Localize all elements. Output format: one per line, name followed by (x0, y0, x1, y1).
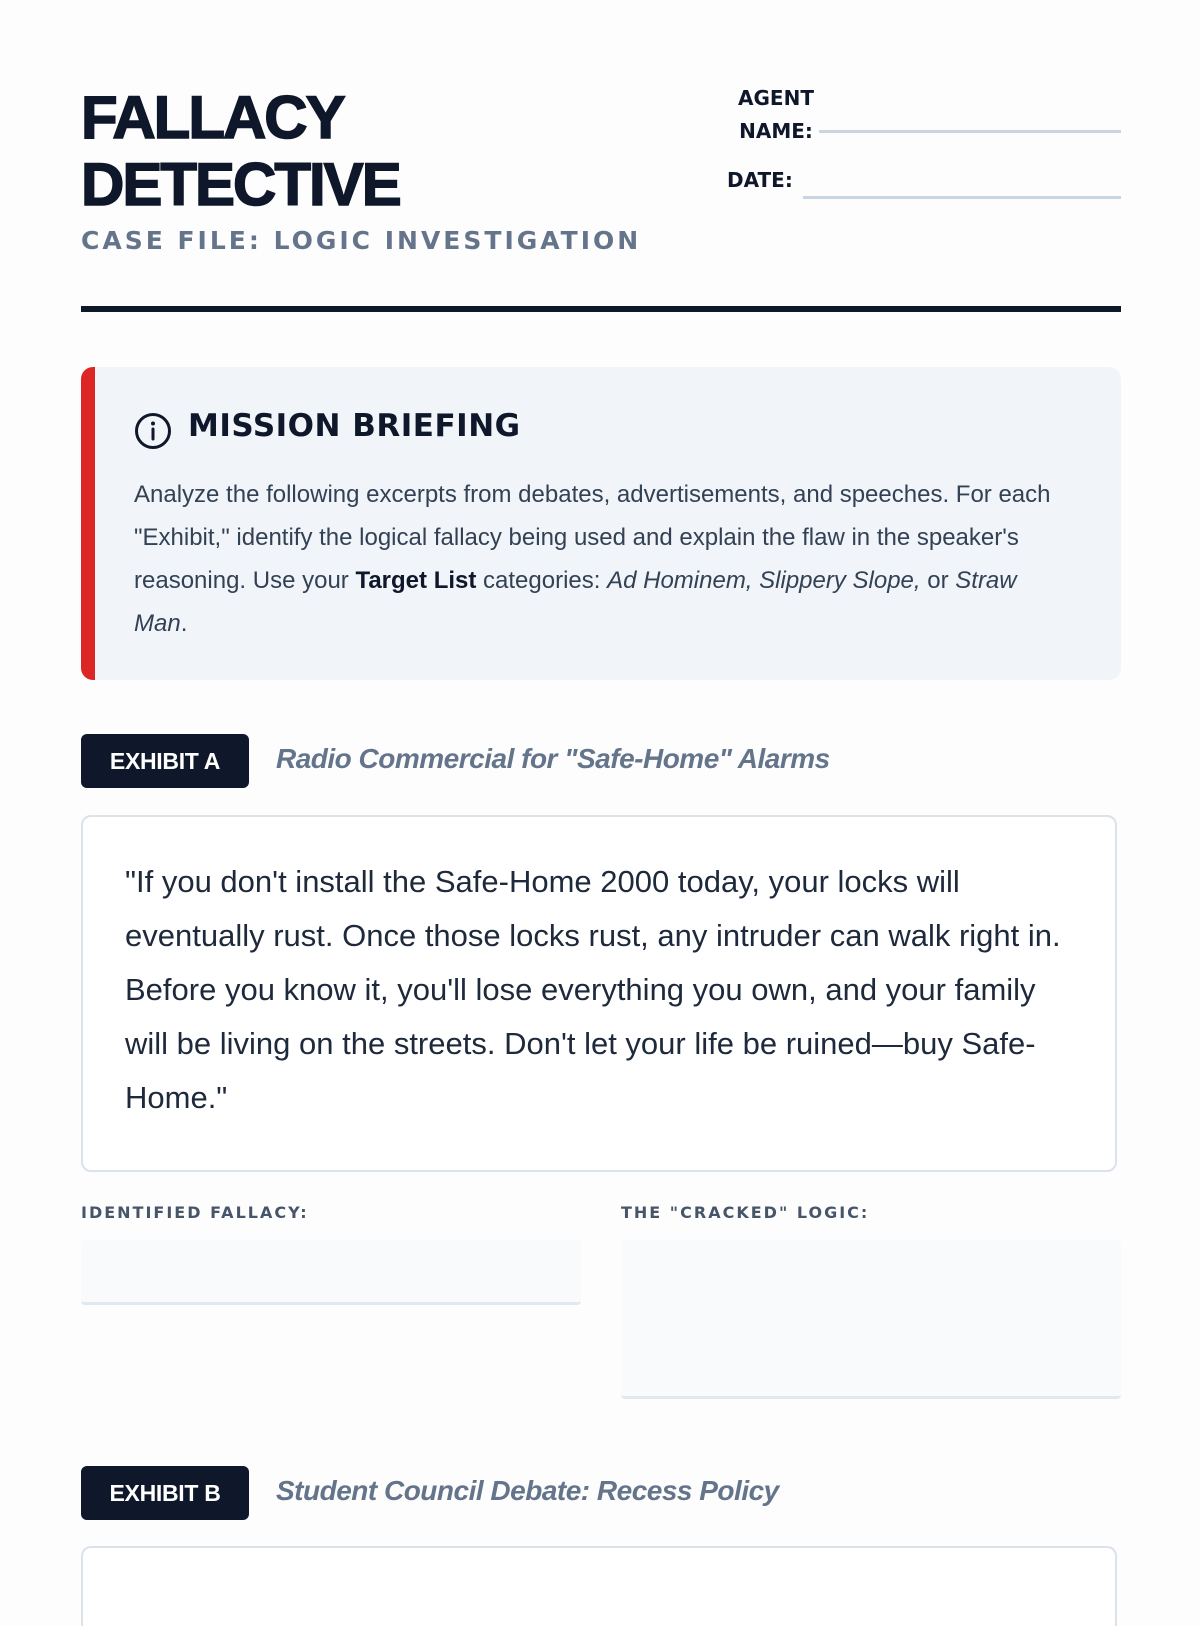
agent-name-field[interactable] (819, 130, 1121, 133)
briefing-categories-1: Ad Hominem, Slippery Slope, (607, 567, 921, 594)
date-label: DATE: (727, 168, 793, 192)
exhibit-a-caption: Radio Commercial for "Safe-Home" Alarms (276, 743, 830, 774)
briefing-title: MISSION BRIEFING (188, 408, 521, 444)
cracked-logic-label: THE "CRACKED" LOGIC: (621, 1203, 870, 1222)
exhibit-a-quote: "If you don't install the Safe-Home 2000 today, your locks will eventually rust. Once those locks rust, any intruder can walk right in. Before you know it, you'll lose everything you own, and your family will be living on the streets. Don't let your life be ruined—buy Safe-Home." (125, 864, 1061, 1115)
date-field[interactable] (803, 196, 1121, 199)
briefing-target-list: Target List (355, 567, 477, 594)
agent-label-line-1: AGENT (738, 86, 814, 110)
info-icon (134, 412, 172, 450)
page-title (81, 84, 400, 218)
exhibit-b-caption: Student Council Debate: Recess Policy (276, 1475, 779, 1506)
briefing-categories-2: Straw Man (134, 567, 1017, 637)
title-line-2: DETECTIVE (81, 151, 400, 218)
exhibit-a-badge: EXHIBIT A (81, 734, 249, 788)
briefing-text (134, 473, 1074, 645)
agent-label-line-2: NAME: (739, 119, 813, 143)
briefing-accent-bar (81, 367, 95, 680)
worksheet-page (81, 0, 1121, 1600)
agent-name-label (726, 82, 826, 148)
exhibit-a-quote-box (81, 815, 1117, 1172)
page-subtitle: CASE FILE: LOGIC INVESTIGATION (81, 226, 642, 255)
briefing-text-part-1: Analyze the following excerpts from debates, advertisements, and speeches. For each "Exhibit," identify the logical fallacy being used and explain the flaw in the speaker's reasoning. Use your (134, 481, 1051, 594)
mission-briefing-panel (81, 367, 1121, 680)
briefing-text-part-4: . (180, 610, 188, 637)
identified-fallacy-label: IDENTIFIED FALLACY: (81, 1203, 309, 1222)
worksheet-header (81, 0, 1121, 312)
exhibit-b-quote-box (81, 1546, 1117, 1626)
title-line-1: FALLACY (81, 84, 344, 151)
exhibit-b-badge: EXHIBIT B (81, 1466, 249, 1520)
briefing-text-part-3: or (920, 567, 956, 594)
identified-fallacy-input[interactable] (81, 1240, 581, 1305)
cracked-logic-input[interactable] (621, 1240, 1121, 1399)
briefing-text-part-2: categories: (476, 567, 608, 594)
header-divider (81, 306, 1121, 312)
